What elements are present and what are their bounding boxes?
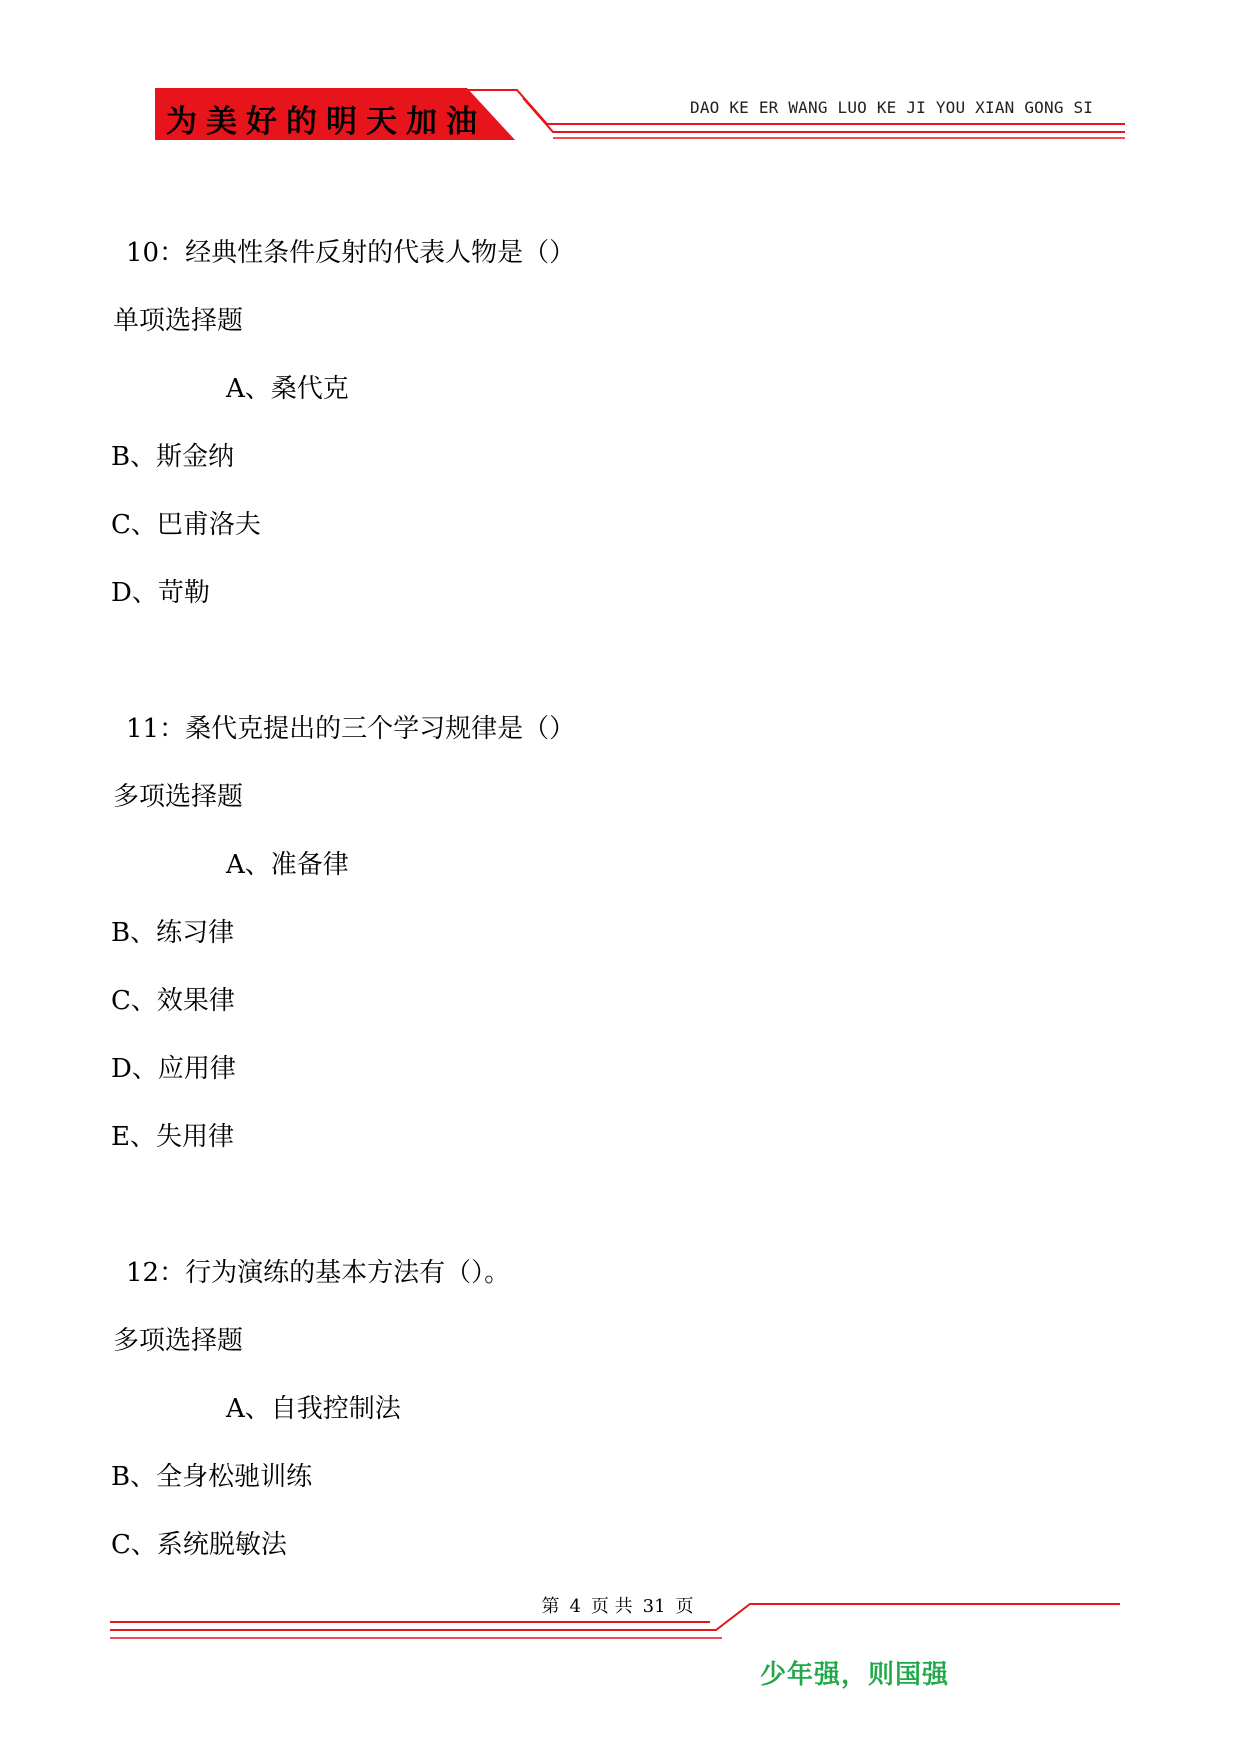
option-b: B、全身松驰训练 [111, 1462, 313, 1492]
question-title: 11：桑代克提出的三个学习规律是（） [126, 714, 576, 744]
option-a: A、自我控制法 [226, 1394, 401, 1424]
option-b: B、斯金纳 [111, 442, 235, 472]
option-b: B、练习律 [111, 918, 235, 948]
option-c: C、巴甫洛夫 [111, 510, 261, 540]
header-slogan: 为美好的明天加油 [166, 104, 486, 140]
option-a: A、桑代克 [226, 374, 349, 404]
option-c: C、效果律 [111, 986, 235, 1016]
page-total: 31 [642, 1596, 666, 1617]
option-d: D、苛勒 [111, 578, 210, 608]
page-label-mid: 页 共 [590, 1596, 633, 1617]
page-number: 4 [569, 1596, 581, 1617]
option-e: E、失用律 [111, 1122, 234, 1152]
option-c: C、系统脱敏法 [111, 1530, 287, 1560]
question-title: 10：经典性条件反射的代表人物是（） [126, 238, 576, 268]
option-a: A、准备律 [226, 850, 349, 880]
question-type: 多项选择题 [113, 1326, 244, 1356]
footer-motto: 少年强，则国强 [760, 1660, 950, 1690]
question-type: 单项选择题 [113, 306, 244, 336]
footer-rule-lines [110, 1602, 1130, 1642]
option-d: D、应用律 [111, 1054, 236, 1084]
page-label-prefix: 第 [541, 1596, 560, 1617]
question-title: 12：行为演练的基本方法有（）。 [126, 1258, 511, 1288]
page-label-suffix: 页 [675, 1596, 694, 1617]
header-company-name: DAO KE ER WANG LUO KE JI YOU XIAN GONG SI [690, 98, 1094, 117]
question-type: 多项选择题 [113, 782, 244, 812]
